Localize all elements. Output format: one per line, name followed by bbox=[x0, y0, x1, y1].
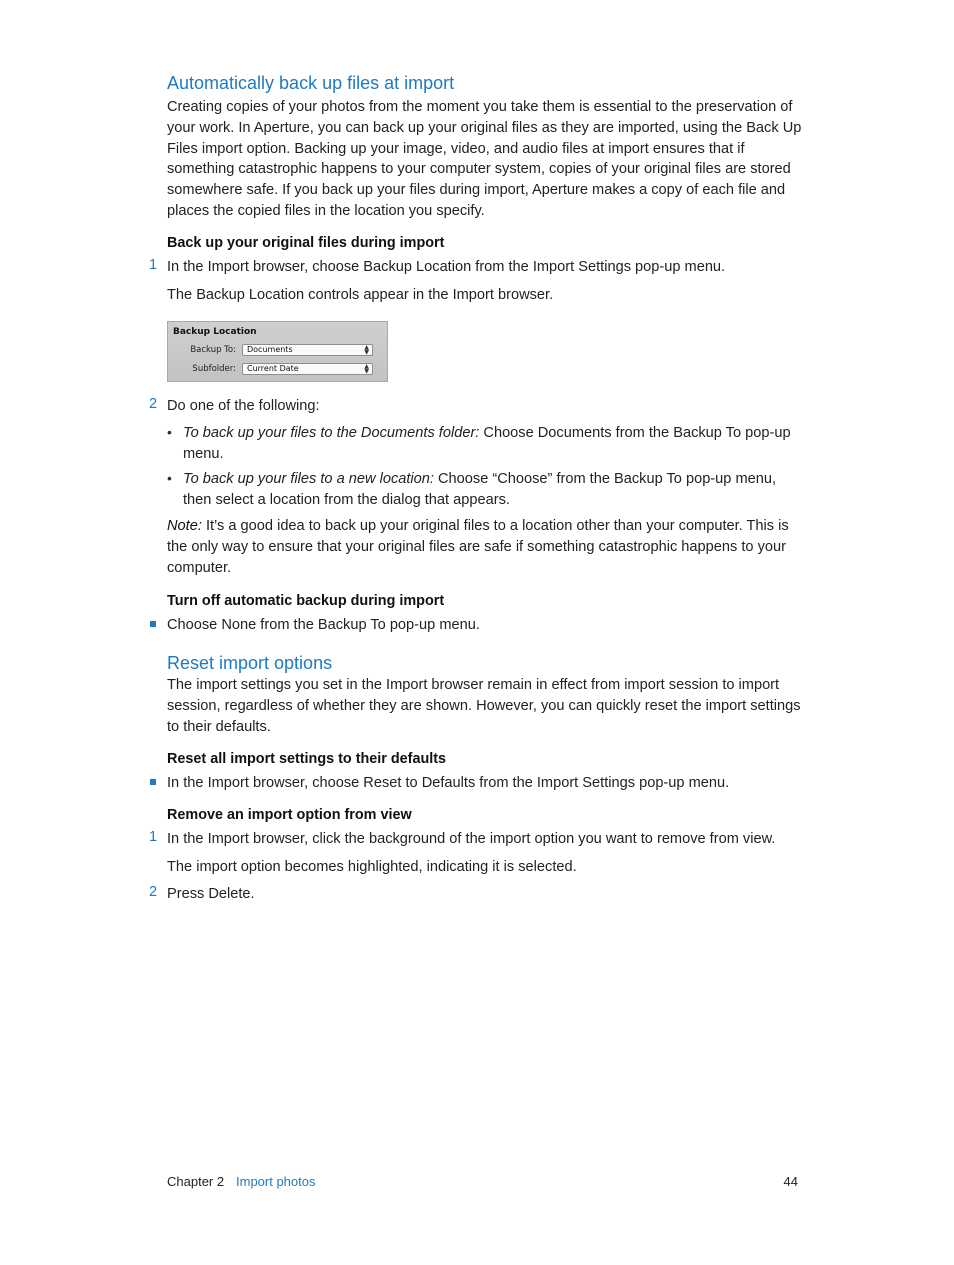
step-text: In the Import browser, click the background of the import option you want to remove from view. bbox=[167, 831, 776, 847]
step-text: Press Delete. bbox=[167, 886, 255, 902]
step-text: Choose None from the Backup To pop-up menu. bbox=[167, 617, 480, 633]
subfolder-label: Subfolder: bbox=[192, 364, 236, 374]
square-bullet-icon bbox=[150, 621, 156, 627]
panel-title: Backup Location bbox=[173, 327, 257, 337]
bullet-icon: • bbox=[167, 470, 172, 486]
footer-chapter: Chapter 2 bbox=[167, 1174, 225, 1189]
subfolder-value: Current Date bbox=[247, 364, 299, 373]
backup-to-value: Documents bbox=[247, 345, 293, 354]
backup-intro-paragraph: Creating copies of your photos from the moment you take them is essential to the preservation of your work. In Aperture, you can back up your original files as they are imported, using the Back Up Files import option. Backing up your image, video, and audio files at import ensures that if something catastrophic happens to your computer system, copies of your original files are stored somewhere safe. If you back up your files during import, Aperture makes a copy of each file and places the copied files in the location you specify. bbox=[167, 99, 802, 219]
reset-intro-paragraph: The import settings you set in the Import browser remain in effect from import session to import session, regardless of whether they are shown. However, you can quickly reset the import settings to their defaults. bbox=[167, 677, 801, 735]
bullet-item bbox=[183, 469, 803, 511]
step-number: 1 bbox=[149, 829, 158, 845]
note-paragraph bbox=[167, 516, 807, 578]
step-number: 1 bbox=[149, 257, 158, 273]
bullet-body: Choose Documents from the Backup To pop-up menu. bbox=[183, 425, 791, 462]
step-text: In the Import browser, choose Backup Location from the Import Settings pop-up menu. bbox=[167, 259, 726, 275]
section-heading-reset: Reset import options bbox=[167, 653, 333, 673]
backup-location-panel bbox=[167, 321, 388, 382]
task-heading-reset-defaults: Reset all import settings to their defaults bbox=[167, 751, 447, 767]
square-bullet-icon bbox=[150, 779, 156, 785]
subfolder-popup[interactable] bbox=[242, 363, 373, 375]
step-result: The Backup Location controls appear in the Import browser. bbox=[167, 287, 554, 303]
bullet-icon: • bbox=[167, 424, 172, 440]
step-text: Do one of the following: bbox=[167, 398, 320, 414]
step-result: The import option becomes highlighted, indicating it is selected. bbox=[167, 859, 577, 875]
step-number: 2 bbox=[149, 396, 158, 412]
section-heading-backup: Automatically back up files at import bbox=[167, 73, 455, 93]
backup-to-popup[interactable] bbox=[242, 344, 373, 356]
bullet-item bbox=[183, 423, 803, 465]
bullet-lead: To back up your files to a new location: bbox=[183, 471, 434, 487]
task-heading-turn-off-backup: Turn off automatic backup during import bbox=[167, 593, 445, 609]
footer-chapter-link[interactable]: Import photos bbox=[236, 1174, 316, 1189]
note-label: Note: bbox=[167, 518, 202, 534]
step-number: 2 bbox=[149, 884, 158, 900]
backup-to-label: Backup To: bbox=[190, 345, 236, 355]
task-heading-backup-during-import: Back up your original files during import bbox=[167, 235, 445, 251]
note-text: It’s a good idea to back up your original files to a location other than your computer. This is the only way to ensure that your original files are safe if something catastrophic happens to your computer. bbox=[167, 518, 789, 576]
bullet-body: Choose “Choose” from the Backup To pop-up menu, then select a location from the dialog that appears. bbox=[183, 471, 777, 508]
page-number: 44 bbox=[783, 1174, 798, 1189]
popup-arrows-icon: ▲ ▼ bbox=[364, 344, 369, 356]
popup-arrows-icon: ▲ ▼ bbox=[364, 363, 369, 375]
bullet-lead: To back up your files to the Documents folder: bbox=[183, 425, 480, 441]
step-text: In the Import browser, choose Reset to Defaults from the Import Settings pop-up menu. bbox=[167, 775, 730, 791]
task-heading-remove-option: Remove an import option from view bbox=[167, 807, 412, 823]
